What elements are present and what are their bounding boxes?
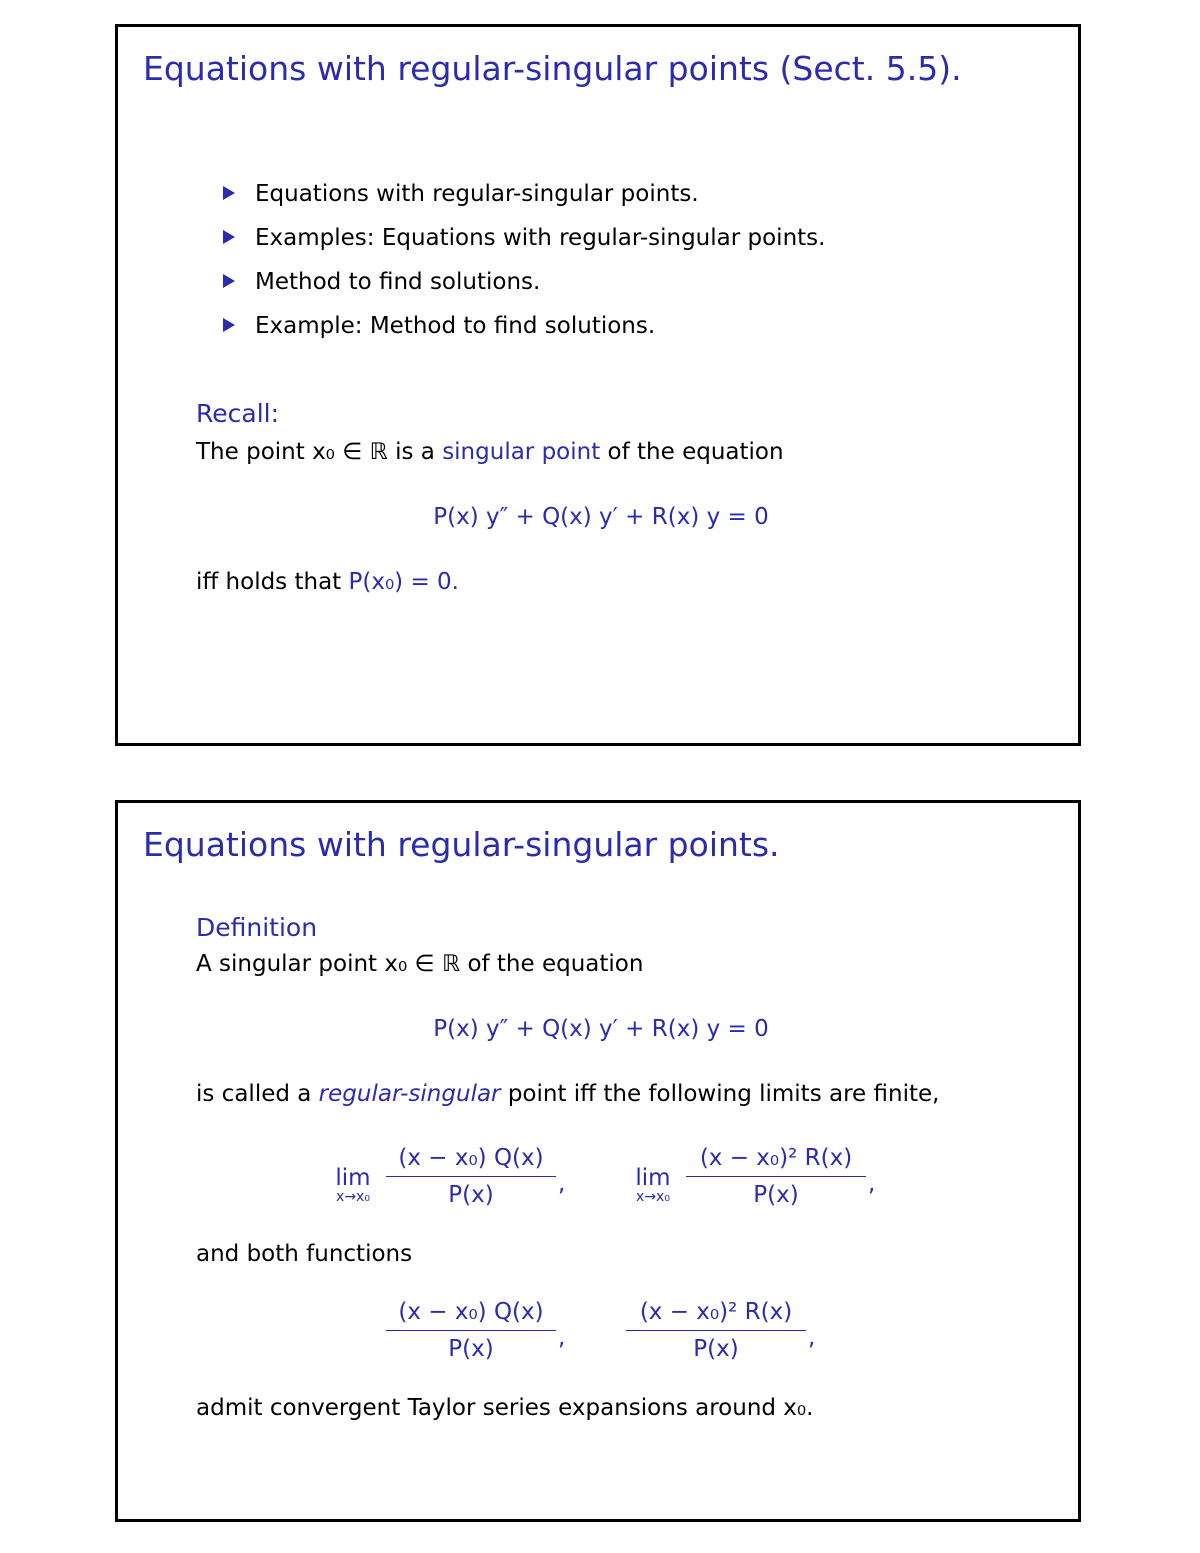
condition-formula: P(x₀) = 0. [348, 569, 459, 595]
limit-operator-2: lim x→x₀ [635, 1165, 671, 1205]
definition-heading: Definition [196, 913, 318, 942]
regular-singular-term: regular-singular [318, 1081, 501, 1107]
both-functions-text: and both functions [196, 1241, 413, 1267]
slide-1-title: Equations with regular-singular points (Sect. 5.5). [143, 49, 962, 88]
recall-statement: The point x₀ ∈ ℝ is a singular point of the equation [196, 439, 784, 465]
limit-fraction-1: (x − x₀) Q(x) P(x) [386, 1143, 556, 1210]
function-fraction-2: (x − x₀)² R(x) P(x) [626, 1297, 806, 1364]
slide-1 [115, 24, 1081, 746]
point-symbol: x₀ ∈ ℝ [312, 439, 388, 465]
limit-operator-1: lim x→x₀ [335, 1165, 371, 1205]
list-item: Example: Method to find solutions. [223, 311, 825, 355]
point-symbol: x₀ ∈ ℝ [384, 951, 461, 977]
slide-2: Equations with regular-singular points. Definition A singular point x₀ ∈ ℝ of the equation P(x) y″ + Q(x) y′ + R(x) y = 0 is called a regular-singular point iff the following limits are finite, lim x→x₀ (x − x₀) Q(x) P(x) , lim x→x₀ (x − x₀)² R(x) P(x) , and both functions (x − x₀) Q(x) P(x) , (x − x₀)² R(x) P(x) , admit convergent Taylor series expansions around x₀. [115, 800, 1081, 1522]
slide-2-title: Equations with regular-singular points. [143, 825, 780, 864]
list-item: Examples: Equations with regular-singular points. [223, 223, 825, 267]
list-item: Method to find solutions. [223, 267, 825, 311]
triangle-bullet-icon [223, 186, 235, 200]
singular-condition: iff holds that P(x₀) = 0. [196, 569, 459, 595]
limit-fraction-2: (x − x₀)² R(x) P(x) [686, 1143, 866, 1210]
taylor-series-text: admit convergent Taylor series expansions around x₀. [196, 1395, 814, 1421]
singular-point-term: singular point [442, 439, 601, 465]
recall-heading: Recall: [196, 399, 280, 428]
ode-equation: P(x) y″ + Q(x) y′ + R(x) y = 0 [433, 1016, 769, 1042]
triangle-bullet-icon [223, 318, 235, 332]
triangle-bullet-icon [223, 230, 235, 244]
regular-singular-definition: is called a regular-singular point iff the following limits are finite, [196, 1081, 940, 1107]
definition-statement: A singular point x₀ ∈ ℝ of the equation [196, 951, 644, 977]
function-fraction-1: (x − x₀) Q(x) P(x) [386, 1297, 556, 1364]
triangle-bullet-icon [223, 274, 235, 288]
list-item: Equations with regular-singular points. [223, 179, 825, 223]
ode-equation: P(x) y″ + Q(x) y′ + R(x) y = 0 [433, 504, 769, 530]
topic-list [223, 179, 825, 355]
